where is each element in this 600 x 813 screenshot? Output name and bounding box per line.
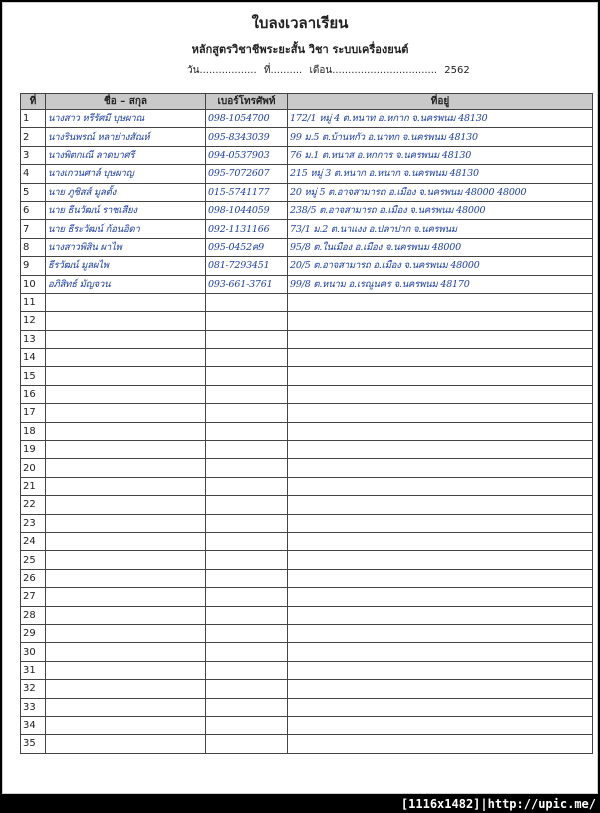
table-row	[21, 238, 593, 256]
row-address	[288, 624, 593, 642]
row-address	[288, 551, 593, 569]
row-phone	[206, 293, 288, 311]
row-address	[288, 422, 593, 440]
row-address	[288, 404, 593, 422]
header-no: ที่	[21, 94, 46, 110]
row-number: 13	[21, 330, 46, 348]
header-phone: เบอร์โทรศัพท์	[206, 94, 288, 110]
row-number: 29	[21, 624, 46, 642]
row-number: 24	[21, 532, 46, 550]
table-row	[21, 441, 593, 459]
row-phone	[206, 569, 288, 587]
row-number: 10	[21, 275, 46, 293]
row-phone: 092-1131166	[206, 220, 288, 238]
row-phone: 081-7293451	[206, 257, 288, 275]
row-address	[288, 735, 593, 753]
row-name	[46, 680, 206, 698]
row-number: 20	[21, 459, 46, 477]
row-phone	[206, 459, 288, 477]
table-row	[21, 330, 593, 348]
row-phone	[206, 441, 288, 459]
row-number: 22	[21, 496, 46, 514]
row-address	[288, 514, 593, 532]
row-address	[288, 441, 593, 459]
table-row	[21, 551, 593, 569]
row-address	[288, 496, 593, 514]
row-name	[46, 551, 206, 569]
row-number: 2	[21, 128, 46, 146]
row-name	[46, 349, 206, 367]
row-address: 99 ม.5 ต.บ้านหกัว อ.นาทก จ.นครพนม 48130	[288, 128, 593, 146]
row-number: 32	[21, 680, 46, 698]
row-address: 238/5 ต.อาจสามารถ อ.เมือง จ.นครพนม 48000	[288, 201, 593, 219]
row-number: 16	[21, 385, 46, 403]
row-name: นางรินพรณ์ หลาย่างสัณห์	[46, 128, 206, 146]
header-name: ชื่อ – สกุล	[46, 94, 206, 110]
row-name	[46, 735, 206, 753]
table-row	[21, 183, 593, 201]
row-phone: 093-661-3761	[206, 275, 288, 293]
row-phone	[206, 606, 288, 624]
row-number: 12	[21, 312, 46, 330]
row-address	[288, 680, 593, 698]
table-row	[21, 477, 593, 495]
row-phone: 095-0452ค9	[206, 238, 288, 256]
row-name: นางเกวนศาล์ บุษผาญ	[46, 165, 206, 183]
row-address: 215 หมู่ 3 ต.หนาก อ.หนาก จ.นครพนม 48130	[288, 165, 593, 183]
row-name	[46, 496, 206, 514]
row-number: 27	[21, 588, 46, 606]
row-number: 9	[21, 257, 46, 275]
row-name: นางพิตกเณี ลาดบาศรี	[46, 146, 206, 164]
row-number: 7	[21, 220, 46, 238]
row-phone	[206, 330, 288, 348]
row-number: 11	[21, 293, 46, 311]
row-address	[288, 312, 593, 330]
row-name	[46, 532, 206, 550]
row-name: นาย ธีนวัฒน์ ราชเสียง	[46, 201, 206, 219]
table-row	[21, 165, 593, 183]
row-address: 73/1 ม.2 ต.นาแงง อ.ปลาปาก จ.นครพนม	[288, 220, 593, 238]
row-phone	[206, 624, 288, 642]
row-phone: 098-1044059	[206, 201, 288, 219]
row-number: 4	[21, 165, 46, 183]
table-row	[21, 606, 593, 624]
row-number: 8	[21, 238, 46, 256]
row-address	[288, 459, 593, 477]
row-number: 6	[21, 201, 46, 219]
row-phone	[206, 312, 288, 330]
row-number: 28	[21, 606, 46, 624]
table-row	[21, 146, 593, 164]
table-row	[21, 496, 593, 514]
row-name	[46, 661, 206, 679]
table-row	[21, 643, 593, 661]
row-number: 19	[21, 441, 46, 459]
table-row	[21, 624, 593, 642]
table-row	[21, 201, 593, 219]
row-phone	[206, 404, 288, 422]
row-phone	[206, 661, 288, 679]
row-name	[46, 514, 206, 532]
date-line	[187, 63, 474, 78]
table-row	[21, 514, 593, 532]
table-row	[21, 128, 593, 146]
row-number: 17	[21, 404, 46, 422]
table-row	[21, 385, 593, 403]
table-row	[21, 569, 593, 587]
watermark-text: [1116x1482]|http://upic.me/	[400, 797, 596, 811]
row-name	[46, 588, 206, 606]
table-row	[21, 312, 593, 330]
day-label: วัน..................	[187, 65, 257, 76]
month-label: เดือน.................................	[309, 65, 438, 76]
row-phone	[206, 680, 288, 698]
table-row	[21, 588, 593, 606]
row-phone: 015-5741177	[206, 183, 288, 201]
row-number: 15	[21, 367, 46, 385]
row-phone	[206, 643, 288, 661]
row-phone	[206, 514, 288, 532]
row-name	[46, 716, 206, 734]
table-row	[21, 293, 593, 311]
row-name: นางสาว หรีรัศมี บุษผาณ	[46, 110, 206, 128]
row-phone: 094-0537903	[206, 146, 288, 164]
table-row	[21, 275, 593, 293]
table-row	[21, 110, 593, 128]
row-name: อภิสิทธ์ มัญจวน	[46, 275, 206, 293]
row-phone	[206, 422, 288, 440]
row-address	[288, 588, 593, 606]
row-address	[288, 606, 593, 624]
at-label: ที่..........	[263, 65, 303, 76]
row-number: 5	[21, 183, 46, 201]
header-address: ที่อยู่	[288, 94, 593, 110]
row-phone: 098-1054700	[206, 110, 288, 128]
table-body	[21, 110, 593, 754]
table-row	[21, 404, 593, 422]
row-address	[288, 349, 593, 367]
row-address: 20 หมู่ 5 ต.อาจสามารถ อ.เมือง จ.นครพนม 48000 48000	[288, 183, 593, 201]
row-phone	[206, 385, 288, 403]
row-name	[46, 441, 206, 459]
row-address	[288, 293, 593, 311]
row-name	[46, 367, 206, 385]
row-phone	[206, 698, 288, 716]
row-address	[288, 698, 593, 716]
table-row	[21, 716, 593, 734]
row-number: 35	[21, 735, 46, 753]
row-number: 31	[21, 661, 46, 679]
row-name	[46, 293, 206, 311]
row-name: นาย ภูชิสส์ มูลตั้ง	[46, 183, 206, 201]
row-number: 26	[21, 569, 46, 587]
row-address: 95/8 ต.ในเมือง อ.เมือง จ.นครพนม 48000	[288, 238, 593, 256]
table-row	[21, 680, 593, 698]
table-row	[21, 661, 593, 679]
row-name	[46, 330, 206, 348]
row-address: 172/1 หมู่ 4 ต.หนาท อ.หกาก จ.นครพนม 48130	[288, 110, 593, 128]
table-row	[21, 459, 593, 477]
row-name	[46, 385, 206, 403]
row-phone	[206, 496, 288, 514]
row-number: 33	[21, 698, 46, 716]
table-row	[21, 257, 593, 275]
row-address	[288, 532, 593, 550]
row-number: 21	[21, 477, 46, 495]
row-phone: 095-8343039	[206, 128, 288, 146]
table-row	[21, 698, 593, 716]
row-number: 3	[21, 146, 46, 164]
row-name	[46, 404, 206, 422]
row-phone	[206, 349, 288, 367]
row-address	[288, 367, 593, 385]
row-address	[288, 385, 593, 403]
attendance-sheet	[2, 2, 598, 794]
row-phone	[206, 532, 288, 550]
row-name: ธีรวัฒน์ มูลผไพ	[46, 257, 206, 275]
row-address	[288, 330, 593, 348]
table-row	[21, 422, 593, 440]
row-number: 18	[21, 422, 46, 440]
table-row	[21, 349, 593, 367]
row-address	[288, 477, 593, 495]
row-name	[46, 569, 206, 587]
row-address: 20/5 ต.อาจสามารถ อ.เมือง จ.นครพนม 48000	[288, 257, 593, 275]
row-address: 76 ม.1 ต.หนาส อ.หกการ จ.นครพนม 48130	[288, 146, 593, 164]
row-name: นางสาวพิสิน ผาไพ	[46, 238, 206, 256]
row-name	[46, 422, 206, 440]
row-address: 99/8 ต.หนาม อ.เรณูนคร จ.นครพนม 48170	[288, 275, 593, 293]
row-name	[46, 312, 206, 330]
table-row	[21, 220, 593, 238]
attendance-table	[20, 93, 593, 754]
row-phone	[206, 477, 288, 495]
row-address	[288, 643, 593, 661]
row-name	[46, 643, 206, 661]
row-name	[46, 624, 206, 642]
year-label: 2562	[444, 65, 470, 76]
row-number: 1	[21, 110, 46, 128]
table-row	[21, 367, 593, 385]
row-name	[46, 698, 206, 716]
row-phone	[206, 716, 288, 734]
row-address	[288, 569, 593, 587]
row-phone	[206, 367, 288, 385]
row-number: 25	[21, 551, 46, 569]
row-number: 14	[21, 349, 46, 367]
table-row	[21, 735, 593, 753]
row-name	[46, 459, 206, 477]
row-name	[46, 477, 206, 495]
document-subtitle: หลักสูตรวิชาชีพระยะสั้น วิชา ระบบเครื่องยนต์	[191, 43, 409, 56]
table-header-row	[21, 94, 593, 110]
row-number: 30	[21, 643, 46, 661]
document-title: ใบลงเวลาเรียน	[251, 14, 349, 32]
row-phone: 095-7072607	[206, 165, 288, 183]
row-address	[288, 661, 593, 679]
table-row	[21, 532, 593, 550]
row-number: 23	[21, 514, 46, 532]
row-phone	[206, 735, 288, 753]
row-name: นาย ธีระวัฒน์ ก้อนอิดา	[46, 220, 206, 238]
row-address	[288, 716, 593, 734]
row-name	[46, 606, 206, 624]
row-number: 34	[21, 716, 46, 734]
row-phone	[206, 551, 288, 569]
row-phone	[206, 588, 288, 606]
